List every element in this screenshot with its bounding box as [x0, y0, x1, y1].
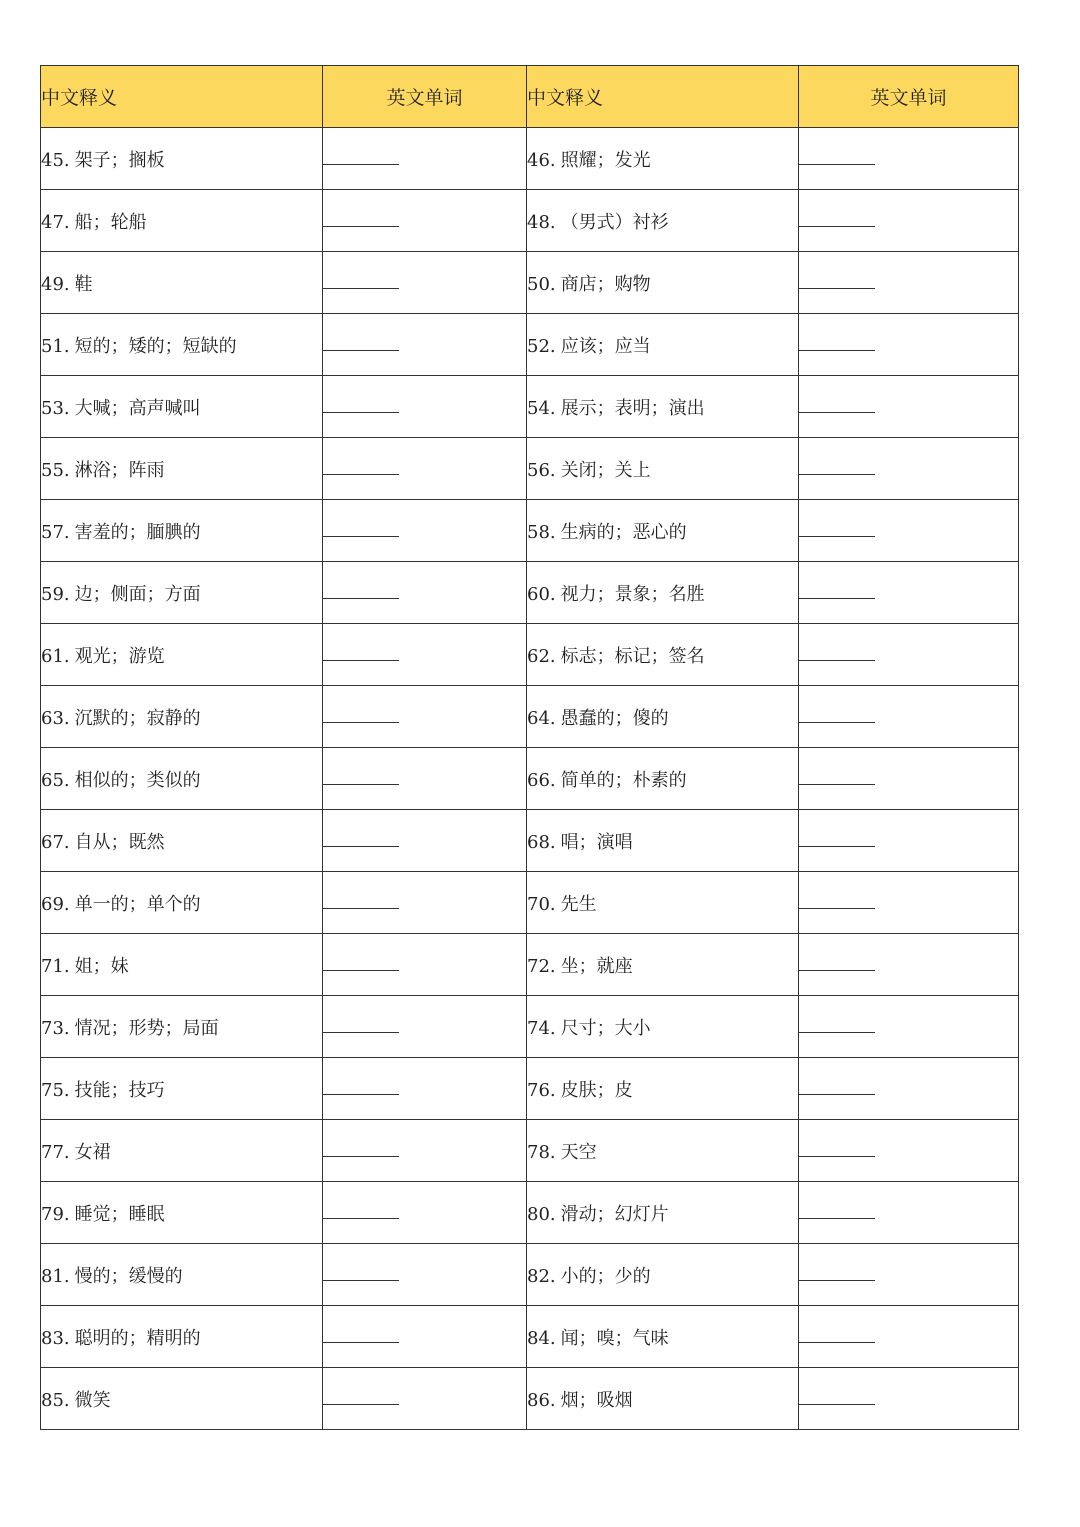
chinese-meaning: 姐；妹: [74, 955, 129, 977]
header-left-english: 英文单词: [323, 66, 527, 128]
answer-blank-line[interactable]: [323, 463, 399, 475]
left-chinese-meaning-cell: [41, 1058, 323, 1120]
left-english-word-cell[interactable]: [323, 252, 527, 314]
right-chinese-meaning-cell: [527, 810, 799, 872]
table-row: [41, 562, 1019, 624]
chinese-meaning: 天空: [560, 1141, 597, 1163]
left-chinese-meaning-cell: [41, 128, 323, 190]
item-number: 53.: [41, 397, 70, 419]
right-chinese-meaning-cell: [527, 1182, 799, 1244]
left-chinese-meaning-cell: [41, 1120, 323, 1182]
right-english-word-cell[interactable]: [799, 314, 1019, 376]
right-chinese-meaning-cell: [527, 748, 799, 810]
left-chinese-meaning-cell: [41, 500, 323, 562]
header-right-chinese: 中文释义: [527, 66, 799, 128]
table-row: [41, 1306, 1019, 1368]
answer-blank-line[interactable]: [323, 773, 399, 785]
answer-blank-line[interactable]: [323, 1083, 399, 1095]
item-number: 71.: [41, 955, 70, 977]
right-english-word-cell[interactable]: [799, 1058, 1019, 1120]
chinese-meaning: 皮肤；皮: [560, 1079, 633, 1101]
answer-blank-line[interactable]: [799, 1083, 875, 1095]
right-chinese-meaning-cell: [527, 190, 799, 252]
chinese-meaning: 小的；少的: [560, 1265, 651, 1287]
answer-blank-line[interactable]: [323, 1145, 399, 1157]
right-chinese-meaning-cell: [527, 128, 799, 190]
item-number: 51.: [41, 335, 70, 357]
chinese-meaning: 自从；既然: [74, 831, 165, 853]
table-row: [41, 810, 1019, 872]
item-number: 55.: [41, 459, 70, 481]
item-number: 62.: [527, 645, 556, 667]
table-row: [41, 128, 1019, 190]
table-row: [41, 1058, 1019, 1120]
header-left-chinese: 中文释义: [41, 66, 323, 128]
item-number: 58.: [527, 521, 556, 543]
chinese-meaning: 技能；技巧: [74, 1079, 165, 1101]
answer-blank-line[interactable]: [323, 153, 399, 165]
chinese-meaning: 船；轮船: [74, 211, 147, 233]
item-number: 74.: [527, 1017, 556, 1039]
right-english-word-cell[interactable]: [799, 1120, 1019, 1182]
item-number: 75.: [41, 1079, 70, 1101]
right-english-word-cell[interactable]: [799, 810, 1019, 872]
left-english-word-cell[interactable]: [323, 996, 527, 1058]
item-number: 68.: [527, 831, 556, 853]
item-number: 59.: [41, 583, 70, 605]
right-chinese-meaning-cell: [527, 252, 799, 314]
item-number: 84.: [527, 1327, 556, 1349]
right-english-word-cell[interactable]: [799, 934, 1019, 996]
answer-blank-line[interactable]: [323, 649, 399, 661]
answer-blank-line[interactable]: [323, 587, 399, 599]
chinese-meaning: 慢的；缓慢的: [74, 1265, 183, 1287]
chinese-meaning: 观光；游览: [74, 645, 165, 667]
left-english-word-cell[interactable]: [323, 1058, 527, 1120]
right-english-word-cell[interactable]: [799, 500, 1019, 562]
chinese-meaning: 架子；搁板: [74, 149, 165, 171]
table-row: [41, 1182, 1019, 1244]
item-number: 47.: [41, 211, 70, 233]
right-chinese-meaning-cell: [527, 624, 799, 686]
answer-blank-line[interactable]: [799, 277, 875, 289]
chinese-meaning: 女裙: [74, 1141, 111, 1163]
chinese-meaning: 滑动；幻灯片: [560, 1203, 669, 1225]
left-chinese-meaning-cell: [41, 1368, 323, 1430]
right-chinese-meaning-cell: [527, 1244, 799, 1306]
table-row: [41, 1368, 1019, 1430]
answer-blank-line[interactable]: [323, 339, 399, 351]
item-number: 82.: [527, 1265, 556, 1287]
vocabulary-worksheet: [40, 65, 1018, 1430]
item-number: 56.: [527, 459, 556, 481]
answer-blank-line[interactable]: [799, 1393, 875, 1405]
answer-blank-line[interactable]: [323, 1393, 399, 1405]
item-number: 50.: [527, 273, 556, 295]
chinese-meaning: 愚蠢的；傻的: [560, 707, 669, 729]
left-english-word-cell[interactable]: [323, 128, 527, 190]
item-number: 77.: [41, 1141, 70, 1163]
chinese-meaning: 照耀；发光: [560, 149, 651, 171]
chinese-meaning: 生病的；恶心的: [560, 521, 687, 543]
answer-blank-line[interactable]: [323, 1269, 399, 1281]
left-chinese-meaning-cell: [41, 438, 323, 500]
chinese-meaning: 展示；表明；演出: [560, 397, 705, 419]
left-english-word-cell[interactable]: [323, 438, 527, 500]
right-english-word-cell[interactable]: [799, 438, 1019, 500]
chinese-meaning: 情况；形势；局面: [74, 1017, 219, 1039]
left-chinese-meaning-cell: [41, 996, 323, 1058]
answer-blank-line[interactable]: [799, 1207, 875, 1219]
chinese-meaning: 应该；应当: [560, 335, 651, 357]
answer-blank-line[interactable]: [799, 587, 875, 599]
left-english-word-cell[interactable]: [323, 314, 527, 376]
chinese-meaning: 沉默的；寂静的: [74, 707, 201, 729]
table-row: [41, 314, 1019, 376]
right-chinese-meaning-cell: [527, 438, 799, 500]
left-chinese-meaning-cell: [41, 748, 323, 810]
chinese-meaning: 尺寸；大小: [560, 1017, 651, 1039]
answer-blank-line[interactable]: [799, 153, 875, 165]
item-number: 73.: [41, 1017, 70, 1039]
table-row: [41, 686, 1019, 748]
left-english-word-cell[interactable]: [323, 376, 527, 438]
answer-blank-line[interactable]: [799, 897, 875, 909]
left-english-word-cell[interactable]: [323, 748, 527, 810]
chinese-meaning: 大喊；高声喊叫: [74, 397, 201, 419]
item-number: 69.: [41, 893, 70, 915]
answer-blank-line[interactable]: [799, 711, 875, 723]
right-english-word-cell[interactable]: [799, 1244, 1019, 1306]
right-english-word-cell[interactable]: [799, 1306, 1019, 1368]
item-number: 60.: [527, 583, 556, 605]
chinese-meaning: 闻；嗅；气味: [560, 1327, 669, 1349]
chinese-meaning: 边；侧面；方面: [74, 583, 201, 605]
table-row: [41, 1120, 1019, 1182]
answer-blank-line[interactable]: [323, 1207, 399, 1219]
answer-blank-line[interactable]: [323, 1331, 399, 1343]
answer-blank-line[interactable]: [799, 525, 875, 537]
item-number: 61.: [41, 645, 70, 667]
right-english-word-cell[interactable]: [799, 1182, 1019, 1244]
item-number: 86.: [527, 1389, 556, 1411]
answer-blank-line[interactable]: [799, 215, 875, 227]
right-english-word-cell[interactable]: [799, 252, 1019, 314]
left-chinese-meaning-cell: [41, 314, 323, 376]
item-number: 79.: [41, 1203, 70, 1225]
vocabulary-rows: [41, 128, 1019, 1430]
table-row: [41, 1244, 1019, 1306]
left-english-word-cell[interactable]: [323, 562, 527, 624]
right-chinese-meaning-cell: [527, 562, 799, 624]
left-english-word-cell[interactable]: [323, 810, 527, 872]
answer-blank-line[interactable]: [799, 773, 875, 785]
chinese-meaning: 坐；就座: [560, 955, 633, 977]
right-english-word-cell[interactable]: [799, 190, 1019, 252]
right-chinese-meaning-cell: [527, 1368, 799, 1430]
chinese-meaning: 微笑: [74, 1389, 111, 1411]
answer-blank-line[interactable]: [323, 959, 399, 971]
left-chinese-meaning-cell: [41, 872, 323, 934]
left-english-word-cell[interactable]: [323, 1120, 527, 1182]
left-chinese-meaning-cell: [41, 686, 323, 748]
answer-blank-line[interactable]: [799, 401, 875, 413]
answer-blank-line[interactable]: [799, 1269, 875, 1281]
left-english-word-cell[interactable]: [323, 686, 527, 748]
table-row: [41, 438, 1019, 500]
table-row: [41, 252, 1019, 314]
chinese-meaning: 鞋: [74, 273, 93, 295]
chinese-meaning: 唱；演唱: [560, 831, 633, 853]
table-row: [41, 872, 1019, 934]
right-chinese-meaning-cell: [527, 376, 799, 438]
chinese-meaning: 视力；景象；名胜: [560, 583, 705, 605]
item-number: 66.: [527, 769, 556, 791]
answer-blank-line[interactable]: [799, 649, 875, 661]
table-row: [41, 934, 1019, 996]
left-chinese-meaning-cell: [41, 190, 323, 252]
chinese-meaning: 单一的；单个的: [74, 893, 201, 915]
table-row: [41, 748, 1019, 810]
item-number: 64.: [527, 707, 556, 729]
item-number: 76.: [527, 1079, 556, 1101]
table-row: [41, 996, 1019, 1058]
left-chinese-meaning-cell: [41, 934, 323, 996]
right-english-word-cell[interactable]: [799, 1368, 1019, 1430]
table-row: [41, 624, 1019, 686]
item-number: 48.: [527, 211, 556, 233]
left-chinese-meaning-cell: [41, 810, 323, 872]
left-chinese-meaning-cell: [41, 376, 323, 438]
item-number: 45.: [41, 149, 70, 171]
right-chinese-meaning-cell: [527, 500, 799, 562]
answer-blank-line[interactable]: [323, 711, 399, 723]
header-right-english: 英文单词: [799, 66, 1019, 128]
left-english-word-cell[interactable]: [323, 1306, 527, 1368]
item-number: 49.: [41, 273, 70, 295]
left-english-word-cell[interactable]: [323, 872, 527, 934]
answer-blank-line[interactable]: [799, 835, 875, 847]
right-chinese-meaning-cell: [527, 314, 799, 376]
right-chinese-meaning-cell: [527, 1058, 799, 1120]
chinese-meaning: 简单的；朴素的: [560, 769, 687, 791]
answer-blank-line[interactable]: [799, 959, 875, 971]
item-number: 67.: [41, 831, 70, 853]
chinese-meaning: 关闭；关上: [560, 459, 651, 481]
item-number: 80.: [527, 1203, 556, 1225]
right-chinese-meaning-cell: [527, 934, 799, 996]
header-row: [41, 66, 1019, 128]
chinese-meaning: 商店；购物: [560, 273, 651, 295]
left-english-word-cell[interactable]: [323, 1182, 527, 1244]
right-english-word-cell[interactable]: [799, 996, 1019, 1058]
left-english-word-cell[interactable]: [323, 624, 527, 686]
item-number: 83.: [41, 1327, 70, 1349]
vocabulary-table: [40, 65, 1019, 1430]
chinese-meaning: 聪明的；精明的: [74, 1327, 201, 1349]
right-english-word-cell[interactable]: [799, 872, 1019, 934]
left-chinese-meaning-cell: [41, 562, 323, 624]
answer-blank-line[interactable]: [323, 525, 399, 537]
right-chinese-meaning-cell: [527, 1306, 799, 1368]
table-row: [41, 190, 1019, 252]
answer-blank-line[interactable]: [323, 277, 399, 289]
chinese-meaning: 烟；吸烟: [560, 1389, 633, 1411]
item-number: 57.: [41, 521, 70, 543]
item-number: 81.: [41, 1265, 70, 1287]
left-chinese-meaning-cell: [41, 1306, 323, 1368]
right-chinese-meaning-cell: [527, 996, 799, 1058]
answer-blank-line[interactable]: [323, 835, 399, 847]
chinese-meaning: 睡觉；睡眠: [74, 1203, 165, 1225]
item-number: 52.: [527, 335, 556, 357]
answer-blank-line[interactable]: [799, 339, 875, 351]
answer-blank-line[interactable]: [799, 1145, 875, 1157]
answer-blank-line[interactable]: [323, 401, 399, 413]
answer-blank-line[interactable]: [799, 463, 875, 475]
left-english-word-cell[interactable]: [323, 190, 527, 252]
item-number: 70.: [527, 893, 556, 915]
item-number: 46.: [527, 149, 556, 171]
item-number: 54.: [527, 397, 556, 419]
chinese-meaning: 相似的；类似的: [74, 769, 201, 791]
answer-blank-line[interactable]: [799, 1021, 875, 1033]
answer-blank-line[interactable]: [799, 1331, 875, 1343]
item-number: 65.: [41, 769, 70, 791]
item-number: 72.: [527, 955, 556, 977]
table-row: [41, 500, 1019, 562]
answer-blank-line[interactable]: [323, 215, 399, 227]
right-english-word-cell[interactable]: [799, 128, 1019, 190]
left-english-word-cell[interactable]: [323, 500, 527, 562]
right-english-word-cell[interactable]: [799, 624, 1019, 686]
chinese-meaning: 淋浴；阵雨: [74, 459, 165, 481]
item-number: 78.: [527, 1141, 556, 1163]
right-english-word-cell[interactable]: [799, 686, 1019, 748]
right-english-word-cell[interactable]: [799, 748, 1019, 810]
chinese-meaning: 先生: [560, 893, 597, 915]
item-number: 63.: [41, 707, 70, 729]
right-chinese-meaning-cell: [527, 686, 799, 748]
left-chinese-meaning-cell: [41, 1244, 323, 1306]
left-english-word-cell[interactable]: [323, 934, 527, 996]
chinese-meaning: 害羞的；腼腆的: [74, 521, 201, 543]
left-chinese-meaning-cell: [41, 624, 323, 686]
answer-blank-line[interactable]: [323, 1021, 399, 1033]
left-chinese-meaning-cell: [41, 1182, 323, 1244]
left-chinese-meaning-cell: [41, 252, 323, 314]
chinese-meaning: （男式）衬衫: [560, 211, 669, 233]
answer-blank-line[interactable]: [323, 897, 399, 909]
left-english-word-cell[interactable]: [323, 1368, 527, 1430]
chinese-meaning: 标志；标记；签名: [560, 645, 705, 667]
chinese-meaning: 短的；矮的；短缺的: [74, 335, 237, 357]
left-english-word-cell[interactable]: [323, 1244, 527, 1306]
right-english-word-cell[interactable]: [799, 562, 1019, 624]
table-row: [41, 376, 1019, 438]
right-english-word-cell[interactable]: [799, 376, 1019, 438]
right-chinese-meaning-cell: [527, 1120, 799, 1182]
right-chinese-meaning-cell: [527, 872, 799, 934]
item-number: 85.: [41, 1389, 70, 1411]
